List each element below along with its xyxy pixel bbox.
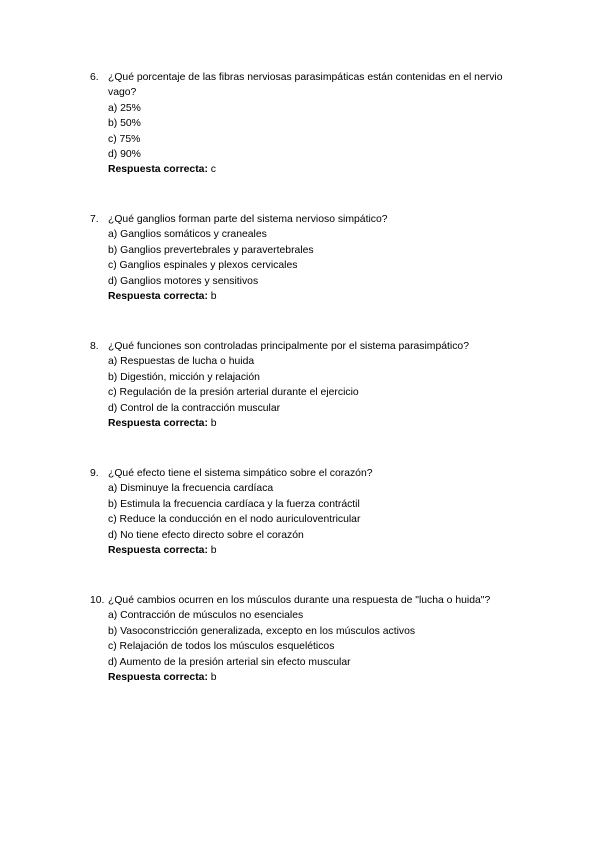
question-body (90, 101, 530, 178)
question-header (90, 212, 530, 227)
question-7 (90, 212, 530, 304)
question-text: ¿Qué efecto tiene el sistema simpático sobre el corazón? (108, 468, 373, 479)
option-c: c) Ganglios espinales y plexos cervicales (108, 260, 298, 272)
correct-answer (108, 416, 530, 431)
option-d: d) No tiene efecto directo sobre el corazón (108, 529, 304, 541)
answer-value: b (207, 418, 217, 430)
option-a: a) Contracción de músculos no esenciales (108, 610, 304, 622)
option-c: c) 75% (108, 133, 141, 145)
correct-answer (108, 670, 530, 685)
correct-answer (108, 543, 530, 558)
option-a: a) Ganglios somáticos y craneales (108, 229, 267, 241)
question-number: 9. (90, 468, 99, 479)
option-b: b) Estimula la frecuencia cardíaca y la fuerza contráctil (108, 498, 360, 510)
correct-answer (108, 289, 530, 304)
question-6 (90, 70, 530, 178)
answer-label: Respuesta correcta: (108, 164, 208, 176)
answer-value: c (207, 164, 217, 176)
answer-value: b (207, 291, 217, 303)
answer-label: Respuesta correcta: (108, 545, 208, 557)
question-9 (90, 466, 530, 558)
question-header (90, 70, 530, 101)
question-number: 10. (90, 595, 105, 606)
option-b: b) Ganglios prevertebrales y paravertebrales (108, 244, 314, 256)
question-number: 8. (90, 341, 99, 352)
question-text: ¿Qué ganglios forman parte del sistema nervioso simpático? (108, 214, 388, 225)
option-c: c) Relajación de todos los músculos esqueléticos (108, 641, 335, 653)
answer-label: Respuesta correcta: (108, 672, 208, 684)
option-b: b) Digestión, micción y relajación (108, 371, 260, 383)
question-text: ¿Qué funciones son controladas principalmente por el sistema parasimpático? (108, 341, 469, 352)
option-a: a) Respuestas de lucha o huida (108, 356, 255, 368)
correct-answer (108, 162, 530, 177)
option-b: b) 50% (108, 118, 141, 130)
answer-label: Respuesta correcta: (108, 418, 208, 430)
option-c: c) Regulación de la presión arterial durante el ejercicio (108, 387, 359, 399)
option-d: d) 90% (108, 149, 141, 161)
option-c: c) Reduce la conducción en el nodo auriculoventricular (108, 514, 361, 526)
option-a: a) 25% (108, 102, 141, 114)
question-body (90, 608, 530, 685)
option-d: d) Aumento de la presión arterial sin efecto muscular (108, 656, 351, 668)
question-10 (90, 593, 530, 685)
question-header (90, 339, 530, 354)
option-b: b) Vasoconstricción generalizada, excepto en los músculos activos (108, 625, 416, 637)
question-header (90, 466, 530, 481)
option-a: a) Disminuye la frecuencia cardíaca (108, 483, 274, 495)
answer-value: b (207, 545, 217, 557)
question-8 (90, 339, 530, 431)
question-text: ¿Qué porcentaje de las fibras nerviosas parasimpáticas están contenidas en el nervio vago? (108, 72, 503, 99)
question-body (90, 354, 530, 431)
question-header (90, 593, 530, 608)
answer-label: Respuesta correcta: (108, 291, 208, 303)
question-body (90, 227, 530, 304)
option-d: d) Control de la contracción muscular (108, 402, 281, 414)
option-d: d) Ganglios motores y sensitivos (108, 275, 259, 287)
question-number: 6. (90, 72, 99, 83)
question-text: ¿Qué cambios ocurren en los músculos durante una respuesta de "lucha o huida"? (108, 595, 491, 606)
question-body (90, 481, 530, 558)
question-number: 7. (90, 214, 99, 225)
answer-value: b (207, 672, 217, 684)
